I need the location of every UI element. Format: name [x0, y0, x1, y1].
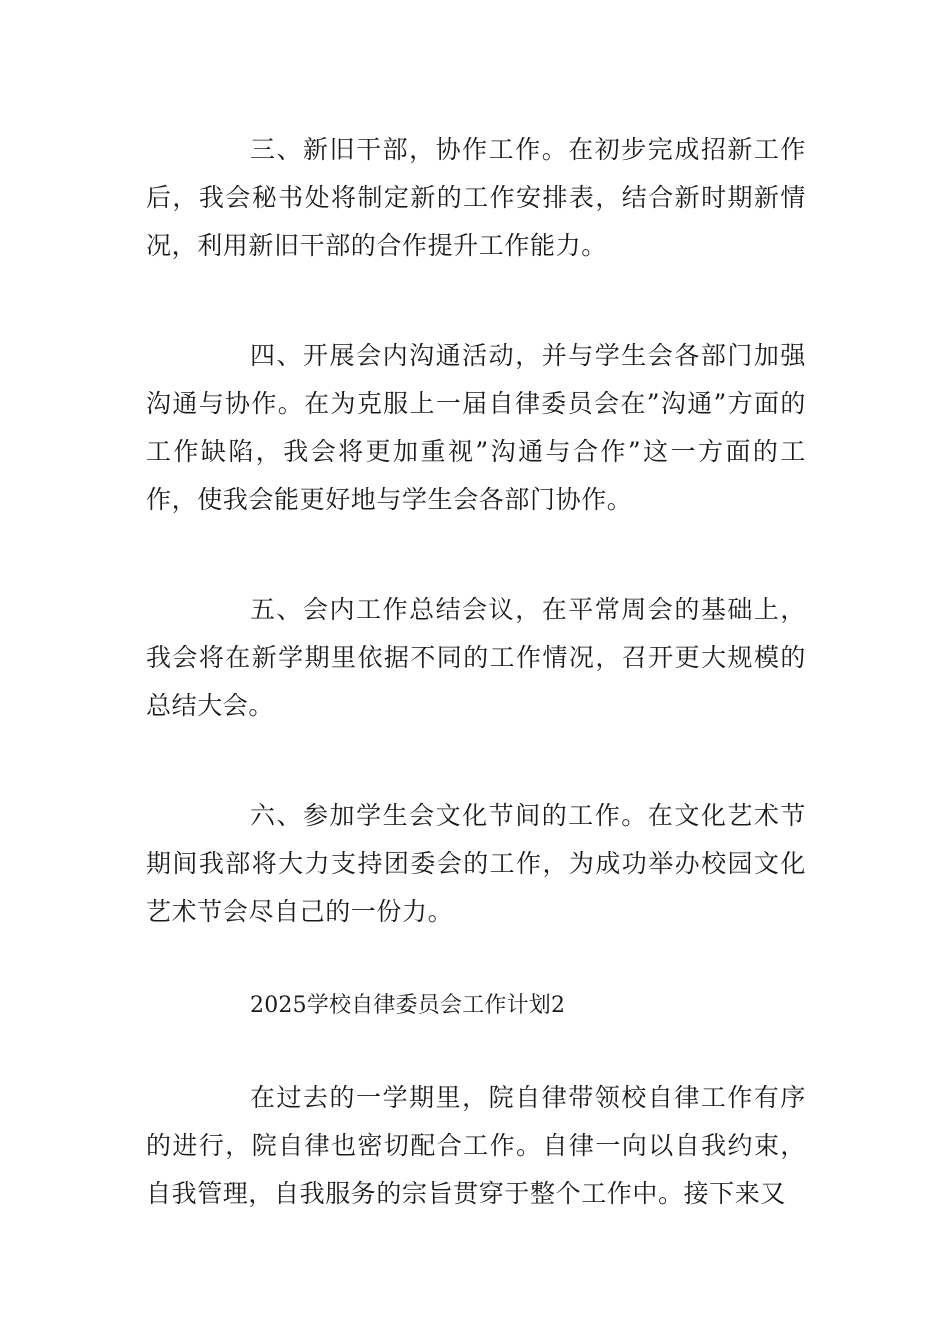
paragraph-item-4: 四、开展会内沟通活动，并与学生会各部门加强沟通与协作。在为克服上一届自律委员会在”沟通”方面的工作缺陷，我会将更加重视”沟通与合作”这一方面的工作，使我会能更好地与学生会各部门协作。	[146, 341, 806, 514]
section-heading: 2025学校自律委员会工作计划2	[250, 993, 566, 1018]
section-intro-paragraph: 在过去的一学期里，院自律带领校自律工作有序的进行，院自律也密切配合工作。自律一向以自我约束，自我管理，自我服务的宗旨贯穿于整个工作中。接下来又	[146, 1083, 806, 1208]
paragraph-item-3: 三、新旧干部，协作工作。在初步完成招新工作后，我会秘书处将制定新的工作安排表，结合新时期新情况，利用新旧干部的合作提升工作能力。	[146, 135, 806, 260]
paragraph-item-5: 五、会内工作总结会议，在平常周会的基础上，我会将在新学期里依据不同的工作情况，召开更大规模的总结大会。	[146, 595, 806, 720]
paragraph-item-6: 六、参加学生会文化节间的工作。在文化艺术节期间我部将大力支持团委会的工作，为成功举办校园文化艺术节会尽自己的一份力。	[146, 801, 806, 926]
document-page	[146, 126, 806, 1218]
